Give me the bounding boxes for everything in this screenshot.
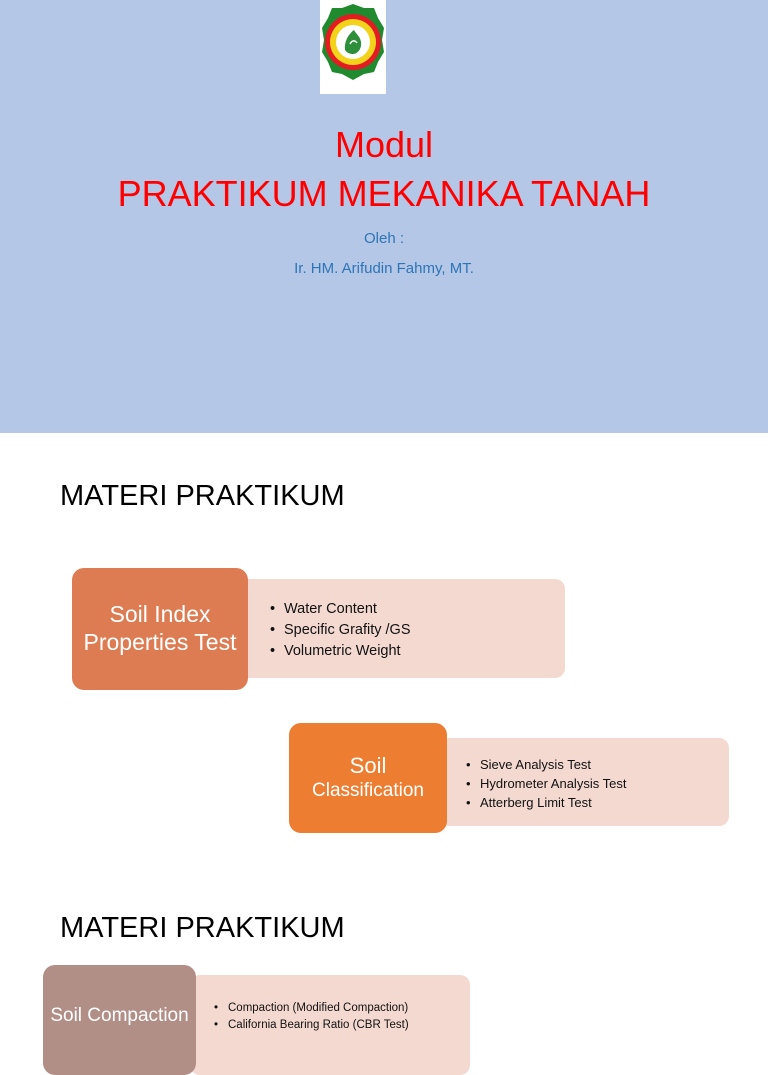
slide-heading: MATERI PRAKTIKUM bbox=[60, 480, 345, 512]
soil-classification-title-2: Classification bbox=[312, 779, 424, 801]
university-seal-icon bbox=[320, 0, 386, 94]
materi-slide-2 bbox=[0, 865, 768, 1031]
title-line-2: PRAKTIKUM MEKANIKA TANAH bbox=[117, 173, 651, 214]
list-item: • Atterberg Limit Test bbox=[466, 793, 626, 812]
soil-compaction-list bbox=[214, 1000, 409, 1034]
list-item: • Compaction (Modified Compaction) bbox=[214, 1000, 409, 1017]
list-item: • Specific Grafity /GS bbox=[270, 620, 411, 641]
soil-index-box bbox=[72, 568, 248, 690]
list-item: • California Bearing Ratio (CBR Test) bbox=[214, 1017, 409, 1034]
list-item: • Volumetric Weight bbox=[270, 641, 411, 662]
list-item: • Hydrometer Analysis Test bbox=[466, 774, 626, 793]
soil-index-list bbox=[270, 599, 411, 662]
author-name: Ir. HM. Arifudin Fahmy, MT. bbox=[294, 260, 474, 277]
materi-slide-1 bbox=[0, 433, 768, 865]
soil-compaction-title: Soil Compaction bbox=[50, 1005, 189, 1026]
soil-classification-title-1: Soil bbox=[349, 753, 387, 779]
soil-compaction-box bbox=[43, 965, 196, 1075]
byline: Oleh : bbox=[363, 230, 405, 247]
university-logo bbox=[320, 0, 386, 94]
list-item: • Sieve Analysis Test bbox=[466, 755, 626, 774]
soil-index-title-2: Properties Test bbox=[83, 629, 237, 655]
soil-index-title-1: Soil Index bbox=[109, 601, 211, 628]
title-slide bbox=[0, 0, 768, 433]
list-item: • Water Content bbox=[270, 599, 411, 620]
slide-heading: MATERI PRAKTIKUM bbox=[60, 912, 345, 944]
soil-classification-box bbox=[289, 723, 447, 833]
soil-classification-list bbox=[466, 755, 626, 812]
title-line-1: Modul bbox=[334, 124, 434, 165]
